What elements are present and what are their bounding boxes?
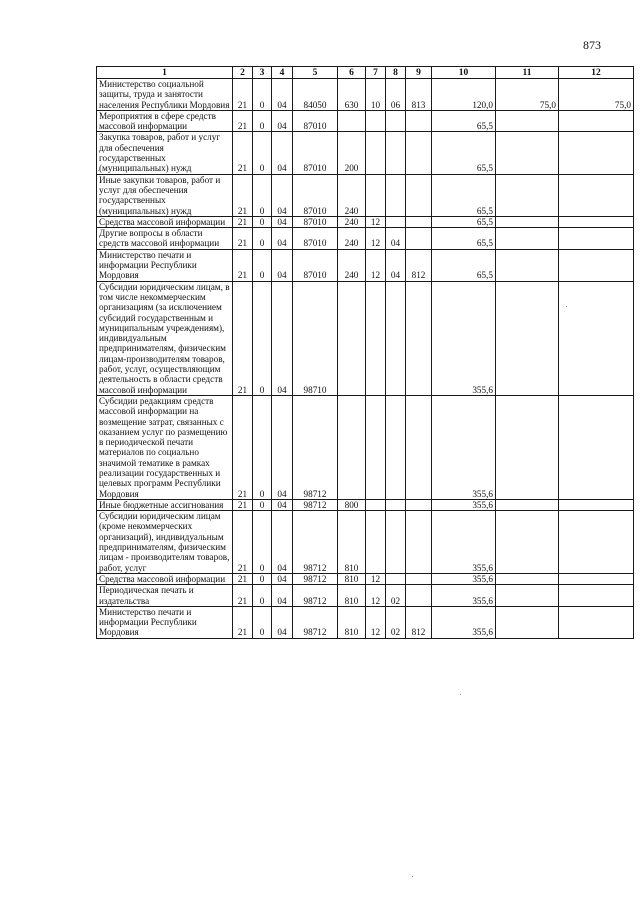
row-name-cell: Закупка товаров, работ и услуг для обеспечения государственных (муниципальных) нужд	[97, 132, 233, 174]
expense-type-cell: 630	[338, 79, 366, 111]
amount-cell-10: 120,0	[432, 79, 496, 111]
table-row	[97, 79, 634, 111]
column-header-name: 1	[97, 67, 233, 79]
subsection-cell	[386, 174, 406, 216]
table-row	[97, 216, 634, 227]
subprogram-code-cell: 0	[253, 216, 272, 227]
main-event-code-cell: 04	[272, 606, 293, 638]
subprogram-code-cell: 0	[253, 499, 272, 510]
grbs-cell	[406, 585, 432, 607]
direction-code-cell: 98712	[293, 511, 338, 574]
table-header-row	[97, 67, 634, 79]
row-name-cell: Средства массовой информации	[97, 573, 233, 584]
main-event-code-cell: 04	[272, 249, 293, 281]
subsection-cell: 04	[386, 249, 406, 281]
subsection-cell: 04	[386, 228, 406, 250]
chapter-code-cell: 21	[233, 79, 253, 111]
expense-type-cell	[338, 395, 366, 499]
main-event-code-cell: 04	[272, 79, 293, 111]
expense-type-cell: 810	[338, 585, 366, 607]
amount-cell-12	[559, 132, 634, 174]
chapter-code-cell: 21	[233, 249, 253, 281]
grbs-cell	[406, 228, 432, 250]
section-cell: 12	[366, 606, 386, 638]
chapter-code-cell: 21	[233, 228, 253, 250]
section-cell	[366, 132, 386, 174]
amount-cell-12	[559, 573, 634, 584]
amount-cell-11	[496, 228, 559, 250]
subprogram-code-cell: 0	[253, 132, 272, 174]
grbs-cell: 812	[406, 249, 432, 281]
table-row	[97, 499, 634, 510]
expense-type-cell: 810	[338, 573, 366, 584]
subsection-cell	[386, 281, 406, 395]
subprogram-code-cell: 0	[253, 79, 272, 111]
subprogram-code-cell: 0	[253, 281, 272, 395]
subsection-cell	[386, 110, 406, 132]
table-row	[97, 110, 634, 132]
column-header-8: 8	[386, 67, 406, 79]
direction-code-cell: 87010	[293, 249, 338, 281]
amount-cell-11	[496, 573, 559, 584]
section-cell: 12	[366, 216, 386, 227]
amount-cell-10: 355,6	[432, 585, 496, 607]
grbs-cell	[406, 281, 432, 395]
amount-cell-12	[559, 110, 634, 132]
table-row	[97, 174, 634, 216]
expense-type-cell: 810	[338, 511, 366, 574]
scan-speck	[98, 170, 99, 171]
amount-cell-12	[559, 499, 634, 510]
row-name-cell: Министерство печати и информации Республики Мордовия	[97, 606, 233, 638]
amount-cell-10: 65,5	[432, 216, 496, 227]
subprogram-code-cell: 0	[253, 110, 272, 132]
amount-cell-12	[559, 395, 634, 499]
expense-type-cell: 810	[338, 606, 366, 638]
amount-cell-10: 65,5	[432, 228, 496, 250]
subsection-cell: 02	[386, 585, 406, 607]
subsection-cell	[386, 511, 406, 574]
row-name-cell: Средства массовой информации	[97, 216, 233, 227]
amount-cell-10: 65,5	[432, 249, 496, 281]
grbs-cell	[406, 110, 432, 132]
expense-type-cell	[338, 110, 366, 132]
direction-code-cell: 84050	[293, 79, 338, 111]
expense-type-cell	[338, 281, 366, 395]
section-cell: 12	[366, 585, 386, 607]
subprogram-code-cell: 0	[253, 585, 272, 607]
amount-cell-11	[496, 585, 559, 607]
chapter-code-cell: 21	[233, 110, 253, 132]
grbs-cell	[406, 573, 432, 584]
amount-cell-11	[496, 216, 559, 227]
amount-cell-10: 355,6	[432, 499, 496, 510]
table-row	[97, 511, 634, 574]
row-name-cell: Иные закупки товаров, работ и услуг для обеспечения государственных (муниципальных) нужд	[97, 174, 233, 216]
row-name-cell: Министерство печати и информации Республики Мордовия	[97, 249, 233, 281]
direction-code-cell: 98712	[293, 585, 338, 607]
amount-cell-11	[496, 606, 559, 638]
amount-cell-12	[559, 606, 634, 638]
expense-type-cell: 240	[338, 216, 366, 227]
section-cell: 12	[366, 573, 386, 584]
row-name-cell: Иные бюджетные ассигнования	[97, 499, 233, 510]
main-event-code-cell: 04	[272, 281, 293, 395]
table-row	[97, 395, 634, 499]
table-row	[97, 606, 634, 638]
section-cell	[366, 511, 386, 574]
column-header-10: 10	[432, 67, 496, 79]
amount-cell-12	[559, 249, 634, 281]
scan-speck	[566, 306, 567, 307]
subprogram-code-cell: 0	[253, 511, 272, 574]
grbs-cell: 813	[406, 79, 432, 111]
chapter-code-cell: 21	[233, 606, 253, 638]
amount-cell-11	[496, 174, 559, 216]
main-event-code-cell: 04	[272, 110, 293, 132]
main-event-code-cell: 04	[272, 585, 293, 607]
amount-cell-12	[559, 281, 634, 395]
direction-code-cell: 98712	[293, 573, 338, 584]
scan-speck	[412, 876, 413, 877]
section-cell: 12	[366, 249, 386, 281]
column-header-6: 6	[338, 67, 366, 79]
subsection-cell	[386, 395, 406, 499]
amount-cell-11	[496, 110, 559, 132]
section-cell	[366, 499, 386, 510]
amount-cell-11	[496, 499, 559, 510]
main-event-code-cell: 04	[272, 511, 293, 574]
column-header-5: 5	[293, 67, 338, 79]
expense-type-cell: 240	[338, 228, 366, 250]
amount-cell-10: 65,5	[432, 110, 496, 132]
chapter-code-cell: 21	[233, 216, 253, 227]
direction-code-cell: 87010	[293, 216, 338, 227]
amount-cell-12	[559, 174, 634, 216]
amount-cell-10: 65,5	[432, 132, 496, 174]
amount-cell-12	[559, 511, 634, 574]
amount-cell-10: 65,5	[432, 174, 496, 216]
subsection-cell	[386, 573, 406, 584]
amount-cell-10: 355,6	[432, 606, 496, 638]
subprogram-code-cell: 0	[253, 606, 272, 638]
subsection-cell	[386, 132, 406, 174]
amount-cell-10: 355,6	[432, 281, 496, 395]
budget-table	[96, 66, 634, 639]
amount-cell-11	[496, 249, 559, 281]
section-cell	[366, 110, 386, 132]
subsection-cell: 02	[386, 606, 406, 638]
section-cell: 10	[366, 79, 386, 111]
amount-cell-11: 75,0	[496, 79, 559, 111]
direction-code-cell: 87010	[293, 110, 338, 132]
section-cell	[366, 174, 386, 216]
subprogram-code-cell: 0	[253, 573, 272, 584]
main-event-code-cell: 04	[272, 395, 293, 499]
amount-cell-11	[496, 511, 559, 574]
main-event-code-cell: 04	[272, 228, 293, 250]
scan-speck	[460, 694, 461, 695]
row-name-cell: Мероприятия в сфере средств массовой информации	[97, 110, 233, 132]
direction-code-cell: 98712	[293, 395, 338, 499]
expense-type-cell: 800	[338, 499, 366, 510]
column-header-4: 4	[272, 67, 293, 79]
table-row	[97, 228, 634, 250]
chapter-code-cell: 21	[233, 174, 253, 216]
subprogram-code-cell: 0	[253, 228, 272, 250]
amount-cell-10: 355,6	[432, 573, 496, 584]
row-name-cell: Субсидии юридическим лицам (кроме некоммерческих организаций), индивидуальным предпринимателям, физическим лицам - производителям товаров, работ, услуг	[97, 511, 233, 574]
page-number: 873	[583, 38, 601, 52]
row-name-cell: Министерство социальной защиты, труда и занятости населения Республики Мордовия	[97, 79, 233, 111]
column-header-11: 11	[496, 67, 559, 79]
section-cell	[366, 395, 386, 499]
subsection-cell: 06	[386, 79, 406, 111]
subprogram-code-cell: 0	[253, 249, 272, 281]
row-name-cell: Периодическая печать и издательства	[97, 585, 233, 607]
amount-cell-11	[496, 395, 559, 499]
amount-cell-12: 75,0	[559, 79, 634, 111]
chapter-code-cell: 21	[233, 585, 253, 607]
main-event-code-cell: 04	[272, 499, 293, 510]
expense-type-cell: 240	[338, 174, 366, 216]
column-header-7: 7	[366, 67, 386, 79]
expense-type-cell: 200	[338, 132, 366, 174]
subprogram-code-cell: 0	[253, 395, 272, 499]
grbs-cell	[406, 395, 432, 499]
grbs-cell	[406, 511, 432, 574]
column-header-2: 2	[233, 67, 253, 79]
direction-code-cell: 98712	[293, 606, 338, 638]
amount-cell-10: 355,6	[432, 511, 496, 574]
direction-code-cell: 98712	[293, 499, 338, 510]
section-cell	[366, 281, 386, 395]
main-event-code-cell: 04	[272, 573, 293, 584]
grbs-cell	[406, 132, 432, 174]
row-name-cell: Субсидии юридическим лицам, в том числе некоммерческим организациям (за исключением субсидий государственным и муниципальным учреждениям), индивидуальным предпринимателям, физическим лицам-производителям товаров, работ, услуг, осуществляющим деятельность в области средств массовой информации	[97, 281, 233, 395]
table-row	[97, 573, 634, 584]
section-cell: 12	[366, 228, 386, 250]
amount-cell-12	[559, 228, 634, 250]
main-event-code-cell: 04	[272, 132, 293, 174]
row-name-cell: Другие вопросы в области средств массовой информации	[97, 228, 233, 250]
chapter-code-cell: 21	[233, 573, 253, 584]
main-event-code-cell: 04	[272, 174, 293, 216]
amount-cell-11	[496, 132, 559, 174]
grbs-cell: 812	[406, 606, 432, 638]
chapter-code-cell: 21	[233, 281, 253, 395]
direction-code-cell: 98710	[293, 281, 338, 395]
chapter-code-cell: 21	[233, 511, 253, 574]
direction-code-cell: 87010	[293, 174, 338, 216]
subprogram-code-cell: 0	[253, 174, 272, 216]
main-event-code-cell: 04	[272, 216, 293, 227]
table-row	[97, 585, 634, 607]
chapter-code-cell: 21	[233, 132, 253, 174]
table-row	[97, 281, 634, 395]
amount-cell-11	[496, 281, 559, 395]
row-name-cell: Субсидии редакциям средств массовой информации на возмещение затрат, связанных с оказанием услуг по размещению в периодической печати материалов по социально значимой тематике в рамках реализации государственных и целевых программ Республики Мордовия	[97, 395, 233, 499]
direction-code-cell: 87010	[293, 132, 338, 174]
chapter-code-cell: 21	[233, 499, 253, 510]
subsection-cell	[386, 216, 406, 227]
column-header-12: 12	[559, 67, 634, 79]
grbs-cell	[406, 216, 432, 227]
subsection-cell	[386, 499, 406, 510]
grbs-cell	[406, 174, 432, 216]
amount-cell-10: 355,6	[432, 395, 496, 499]
chapter-code-cell: 21	[233, 395, 253, 499]
column-header-3: 3	[253, 67, 272, 79]
column-header-9: 9	[406, 67, 432, 79]
table-row	[97, 249, 634, 281]
direction-code-cell: 87010	[293, 228, 338, 250]
amount-cell-12	[559, 585, 634, 607]
grbs-cell	[406, 499, 432, 510]
table-row	[97, 132, 634, 174]
expense-type-cell: 240	[338, 249, 366, 281]
amount-cell-12	[559, 216, 634, 227]
